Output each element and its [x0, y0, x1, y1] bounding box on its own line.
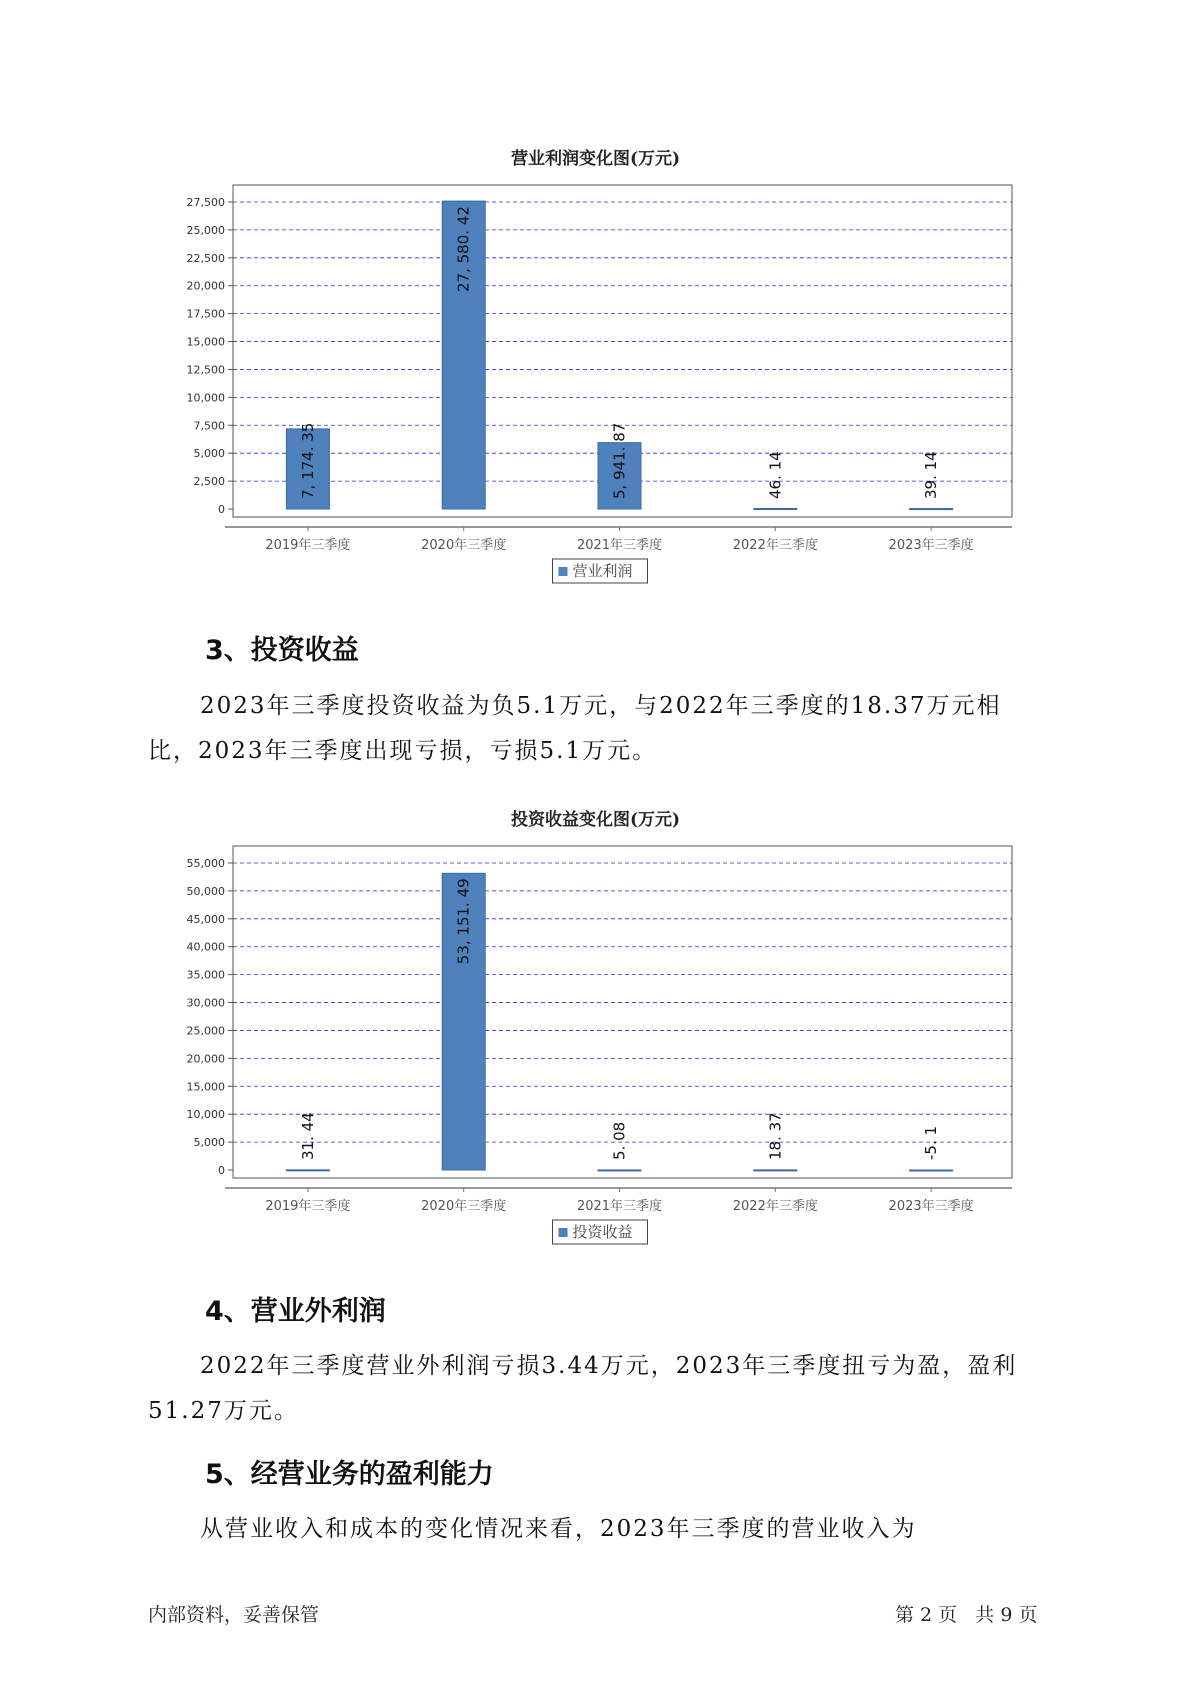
y-tick-label: 30,000	[186, 996, 225, 1010]
bar	[910, 509, 953, 510]
y-tick-label: 0	[218, 1164, 225, 1177]
y-tick-label: 25,000	[186, 1024, 225, 1038]
y-tick-label: 15,000	[186, 335, 225, 349]
bar	[598, 1170, 641, 1171]
x-tick-label: 2023年三季度	[888, 538, 974, 553]
data-label: 27, 580. 42	[454, 206, 473, 292]
bar	[754, 508, 797, 509]
x-tick-label: 2022年三季度	[732, 1199, 818, 1214]
data-label: 39. 14	[922, 451, 941, 499]
bar	[910, 1170, 953, 1171]
legend-swatch	[559, 567, 568, 576]
x-tick-label: 2022年三季度	[732, 538, 818, 553]
data-label: 5, 941. 87	[610, 422, 629, 499]
data-label: 46. 14	[766, 451, 785, 499]
y-tick-label: 10,000	[186, 391, 225, 405]
y-tick-label: 17,500	[186, 307, 225, 321]
section-text-profitability: 从营业收入和成本的变化情况来看，2023年三季度的营业收入为	[200, 1516, 917, 1542]
y-tick-label: 0	[218, 503, 225, 516]
section-text-non-operating-profit: 2022年三季度营业外利润亏损3.44万元，2023年三季度扭亏为盈，盈利51.27万元。	[148, 1353, 1018, 1424]
bar	[754, 1170, 797, 1171]
y-tick-label: 2,500	[193, 475, 225, 489]
data-label: 53, 151. 49	[454, 878, 473, 965]
legend-swatch	[559, 1228, 568, 1237]
y-tick-label: 35,000	[186, 968, 225, 982]
investment-income-chart	[0, 836, 1191, 1256]
legend-label: 营业利润	[572, 562, 633, 580]
footer-page-number: 第 2 页 共 9 页	[895, 1604, 1038, 1626]
y-tick-label: 50,000	[186, 884, 225, 898]
section-text-investment-income: 2023年三季度投资收益为负5.1万元，与2022年三季度的18.37万元相比，2023年三季度出现亏损，亏损5.1万元。	[148, 693, 1002, 764]
x-tick-label: 2021年三季度	[576, 1199, 663, 1214]
section-heading-profitability: 5、经营业务的盈利能力	[205, 1459, 494, 1490]
y-tick-label: 5,000	[193, 447, 225, 461]
chart-1-title: 营业利润变化图(万元)	[510, 149, 681, 169]
bar	[286, 1170, 329, 1171]
x-tick-label: 2021年三季度	[576, 538, 663, 553]
x-tick-label: 2019年三季度	[265, 1199, 351, 1214]
data-label: 18. 37	[766, 1112, 785, 1160]
legend-label: 投资收益	[572, 1223, 633, 1241]
y-tick-label: 20,000	[186, 1052, 225, 1066]
y-tick-label: 20,000	[186, 279, 225, 293]
section-heading-investment-income: 3、投资收益	[205, 635, 359, 666]
data-label: 5. 08	[610, 1121, 629, 1160]
y-tick-label: 45,000	[186, 912, 225, 926]
data-label: 31. 44	[298, 1112, 317, 1160]
x-tick-label: 2020年三季度	[421, 538, 507, 553]
y-tick-label: 55,000	[186, 857, 225, 870]
section-heading-non-operating-profit: 4、营业外利润	[205, 1296, 386, 1327]
y-tick-label: 10,000	[186, 1108, 225, 1122]
footer-confidential: 内部资料，妥善保管	[148, 1604, 320, 1626]
y-tick-label: 40,000	[186, 940, 225, 954]
x-tick-label: 2020年三季度	[421, 1199, 507, 1214]
y-tick-label: 15,000	[186, 1080, 225, 1094]
y-tick-label: 12,500	[186, 363, 225, 377]
y-tick-label: 27,500	[186, 196, 225, 209]
x-tick-label: 2019年三季度	[265, 538, 351, 553]
y-tick-label: 22,500	[186, 251, 225, 265]
x-tick-label: 2023年三季度	[888, 1199, 974, 1214]
data-label: -5. 1	[922, 1125, 941, 1160]
y-tick-label: 5,000	[193, 1136, 225, 1150]
chart-2-title: 投资收益变化图(万元)	[510, 810, 681, 830]
y-tick-label: 25,000	[186, 223, 225, 237]
y-tick-label: 7,500	[193, 419, 225, 433]
operating-profit-chart	[0, 175, 1191, 595]
data-label: 7, 174. 35	[298, 422, 317, 499]
